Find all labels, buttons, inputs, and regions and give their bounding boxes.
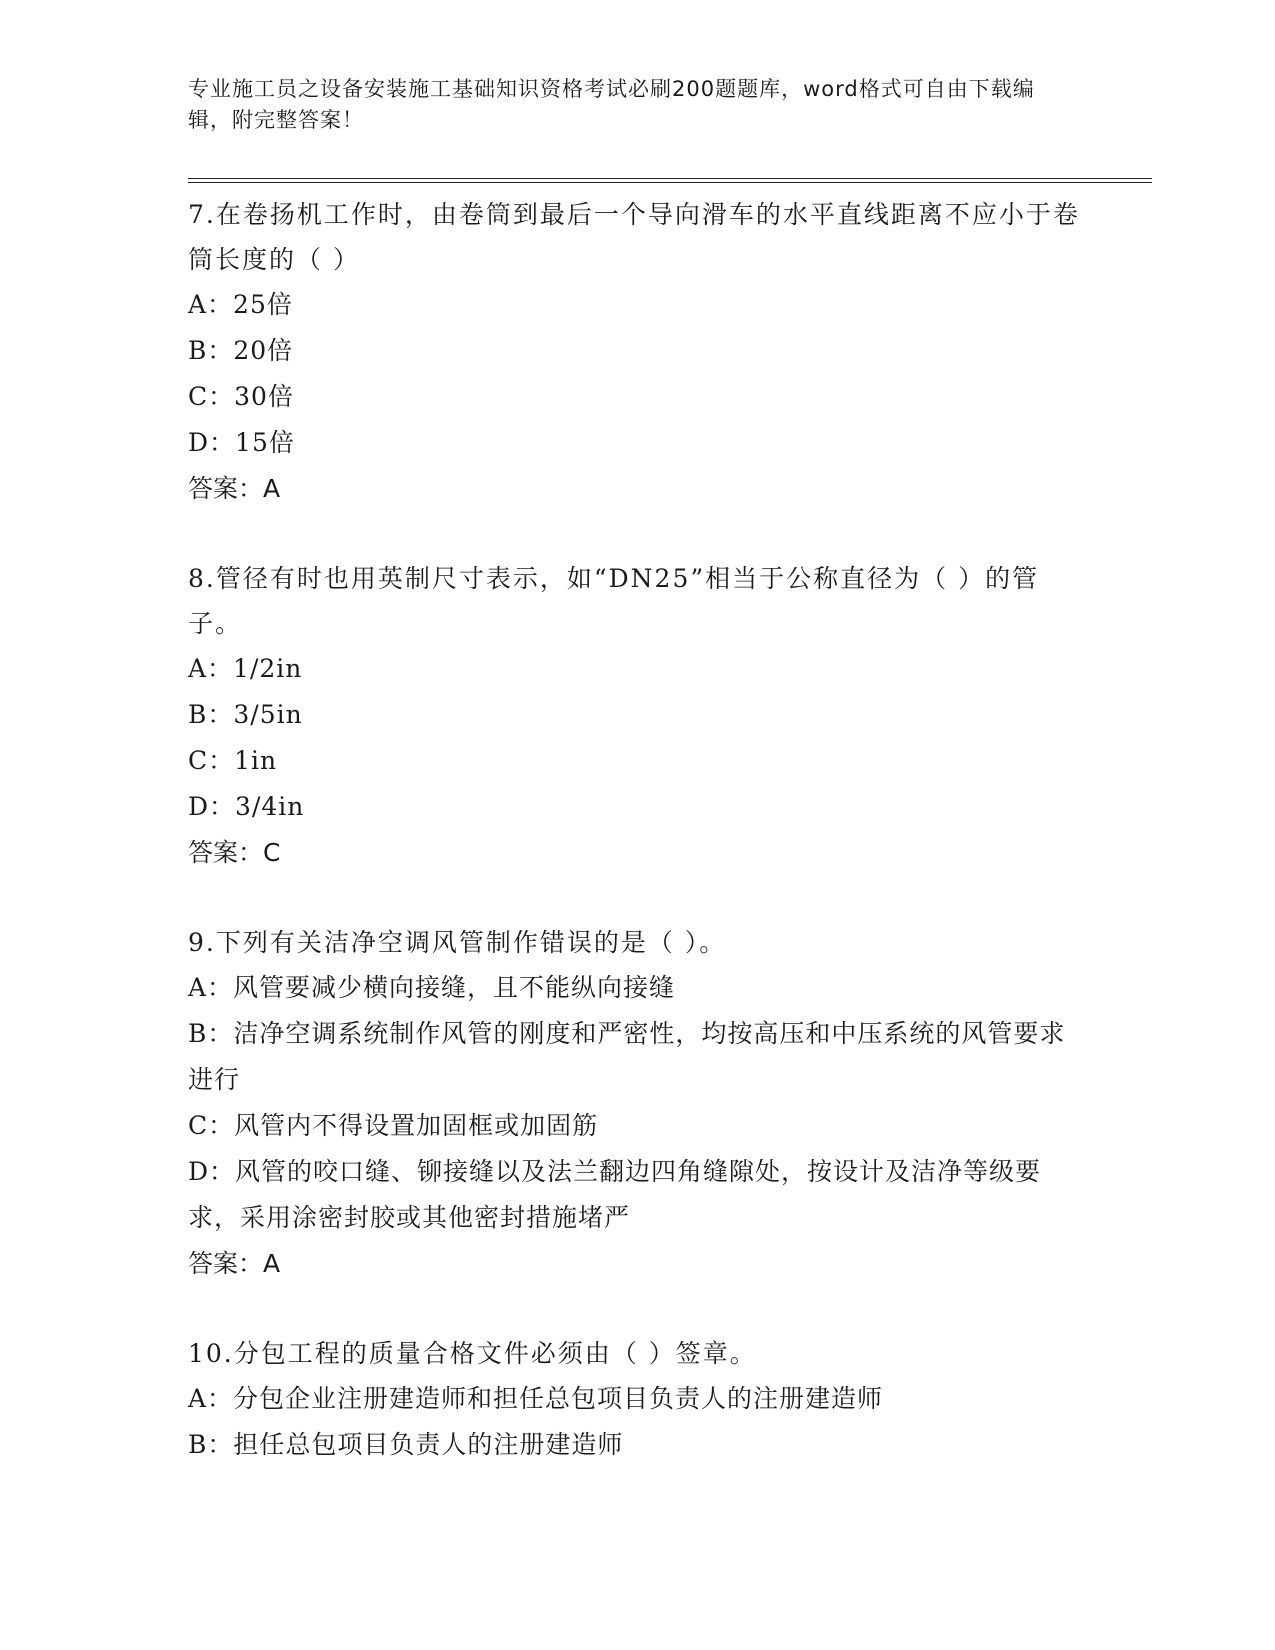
- answer-label: 答案：A: [188, 474, 281, 503]
- option-b: B：担任总包项目负责人的注册建造师: [188, 1430, 624, 1459]
- option-a: A：25倍: [188, 290, 293, 319]
- answer-label: 答案：C: [188, 838, 281, 867]
- option-b: B：洁净空调系统制作风管的刚度和严密性，均按高压和中压系统的风管要求进行: [188, 1019, 1066, 1094]
- question-9: [188, 918, 1088, 1287]
- question-text: 8.管径有时也用英制尺寸表示，如“DN25”相当于公称直径为（ ）的管子。: [188, 564, 1040, 638]
- document-header: 专业施工员之设备安装施工基础知识资格考试必刷200题题库，word格式可自由下载编辑，附完整答案！: [188, 77, 1035, 132]
- question-10: [188, 1329, 1088, 1468]
- question-text: 10.分包工程的质量合格文件必须由（ ）签章。: [188, 1339, 757, 1368]
- option-a: A：分包企业注册建造师和担任总包项目负责人的注册建造师: [188, 1384, 884, 1413]
- header-divider-bottom: [188, 182, 1152, 183]
- option-c: C：风管内不得设置加固框或加固筋: [188, 1111, 599, 1140]
- option-d: D：15倍: [188, 428, 295, 457]
- option-c: C：30倍: [188, 382, 294, 411]
- header-divider-top: [188, 178, 1152, 179]
- option-d: D：风管的咬口缝、铆接缝以及法兰翻边四角缝隙处，按设计及洁净等级要求，采用涂密封胶或其他密封措施堵严: [188, 1157, 1042, 1232]
- question-7: [188, 190, 1088, 512]
- option-b: B：20倍: [188, 336, 294, 365]
- option-a: A：1/2in: [188, 654, 303, 683]
- question-text: 9.下列有关洁净空调风管制作错误的是（ ）。: [188, 928, 727, 957]
- answer-label: 答案：A: [188, 1249, 281, 1278]
- option-d: D：3/4in: [188, 792, 305, 821]
- option-c: C：1in: [188, 746, 278, 775]
- question-text: 7.在卷扬机工作时，由卷筒到最后一个导向滑车的水平直线距离不应小于卷筒长度的（ ）: [188, 200, 1080, 274]
- option-a: A：风管要减少横向接缝，且不能纵向接缝: [188, 973, 676, 1002]
- option-b: B：3/5in: [188, 700, 303, 729]
- question-8: [188, 554, 1088, 876]
- question-list: [188, 190, 1088, 1510]
